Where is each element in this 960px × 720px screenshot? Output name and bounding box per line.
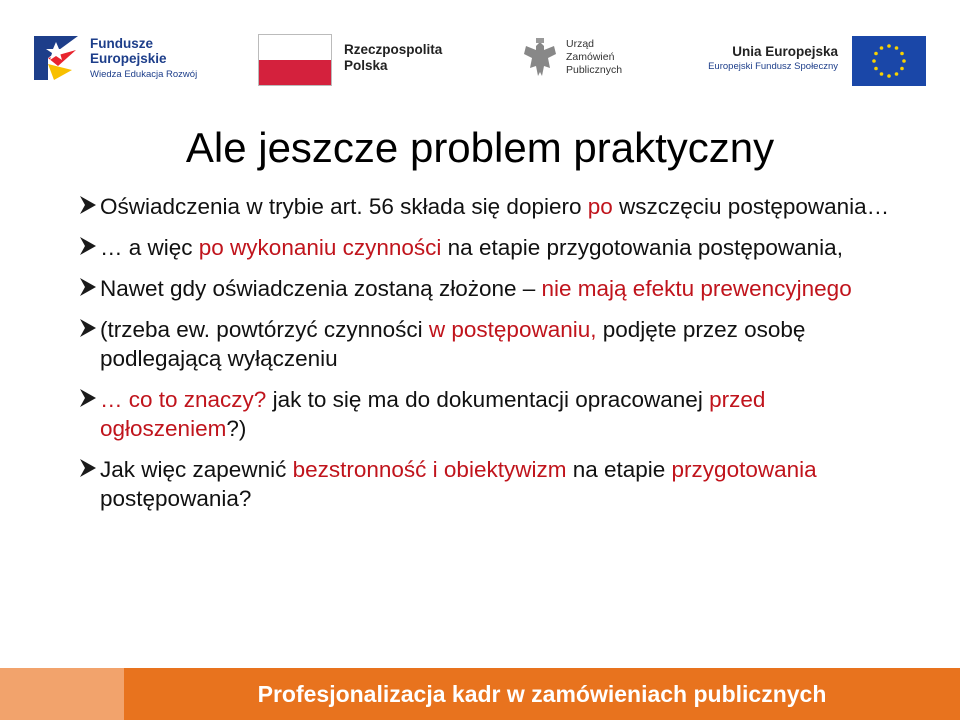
eagle-emblem-icon	[520, 36, 560, 82]
bullet-list	[78, 192, 908, 525]
highlight-text: po	[587, 194, 613, 219]
bullet-text: na etapie przygotowania postępowania,	[441, 235, 843, 260]
bullet-item	[78, 274, 908, 303]
fundusze-line2: Europejskie	[90, 51, 167, 66]
bullet-item	[78, 192, 908, 221]
highlight-text: przygotowania	[671, 457, 817, 482]
footer-bar	[0, 668, 960, 720]
fundusze-tagline: Wiedza Edukacja Rozwój	[90, 69, 198, 80]
arrow-bullet-icon	[78, 194, 98, 216]
arrow-bullet-icon	[78, 235, 98, 257]
bullet-item	[78, 385, 908, 443]
unia-europejska-logo	[688, 36, 928, 86]
uzp-line2: Zamówień	[566, 51, 615, 63]
polish-flag-icon	[258, 34, 332, 86]
bullet-text: Jak więc zapewnić	[100, 457, 293, 482]
uzp-line3: Publicznych	[566, 64, 623, 76]
bullet-item	[78, 455, 908, 513]
uzp-line1: Urząd	[566, 38, 595, 50]
bullet-text: Nawet gdy oświadczenia zostaną złożone –	[100, 276, 542, 301]
arrow-bullet-icon	[78, 276, 98, 298]
bullet-item	[78, 315, 908, 373]
ue-line2: Europejski Fundusz Społeczny	[708, 61, 838, 72]
bullet-text: ?)	[226, 416, 247, 441]
footer-accent	[0, 668, 124, 720]
highlight-text: bezstronność i obiektywizm	[292, 457, 567, 482]
highlight-text: w postępowaniu,	[428, 317, 597, 342]
arrow-bullet-icon	[78, 457, 98, 479]
slide-title: Ale jeszcze problem praktyczny	[185, 124, 775, 171]
eu-funds-star-icon	[32, 30, 82, 86]
highlight-text: … co to znaczy?	[100, 387, 267, 412]
bullet-item	[78, 233, 908, 262]
uzp-logo	[520, 36, 660, 86]
rp-line1: Rzeczpospolita	[344, 42, 443, 57]
bullet-text: postępowania?	[100, 486, 252, 511]
footer-text: Profesjonalizacja kadr w zamówieniach publicznych	[257, 681, 827, 707]
rp-line2: Polska	[344, 58, 388, 73]
bullet-text: Oświadczenia w trybie art. 56 składa się dopiero	[100, 194, 588, 219]
bullet-text: podjęte przez osobę podlegającą wyłączeniu	[100, 317, 806, 371]
ue-line1: Unia Europejska	[732, 44, 838, 59]
highlight-text: po wykonaniu czynności	[198, 235, 442, 260]
bullet-text: (trzeba ew. powtórzyć czynności	[100, 317, 429, 342]
arrow-bullet-icon	[78, 317, 98, 339]
bullet-text: wszczęciu postępowania…	[612, 194, 890, 219]
fundusze-europejskie-logo	[32, 30, 232, 90]
bullet-text: jak to się ma do dokumentacji opracowanej	[266, 387, 710, 412]
rzeczpospolita-polska-logo	[258, 34, 478, 86]
highlight-text: przed ogłoszeniem	[100, 387, 766, 441]
fundusze-line1: Fundusze	[90, 36, 153, 51]
eu-flag-icon	[852, 36, 926, 86]
highlight-text: nie mają efektu prewencyjnego	[541, 276, 852, 301]
bullet-text: … a więc	[100, 235, 199, 260]
arrow-bullet-icon	[78, 387, 98, 409]
bullet-text: na etapie	[566, 457, 672, 482]
logo-bar	[0, 0, 960, 110]
